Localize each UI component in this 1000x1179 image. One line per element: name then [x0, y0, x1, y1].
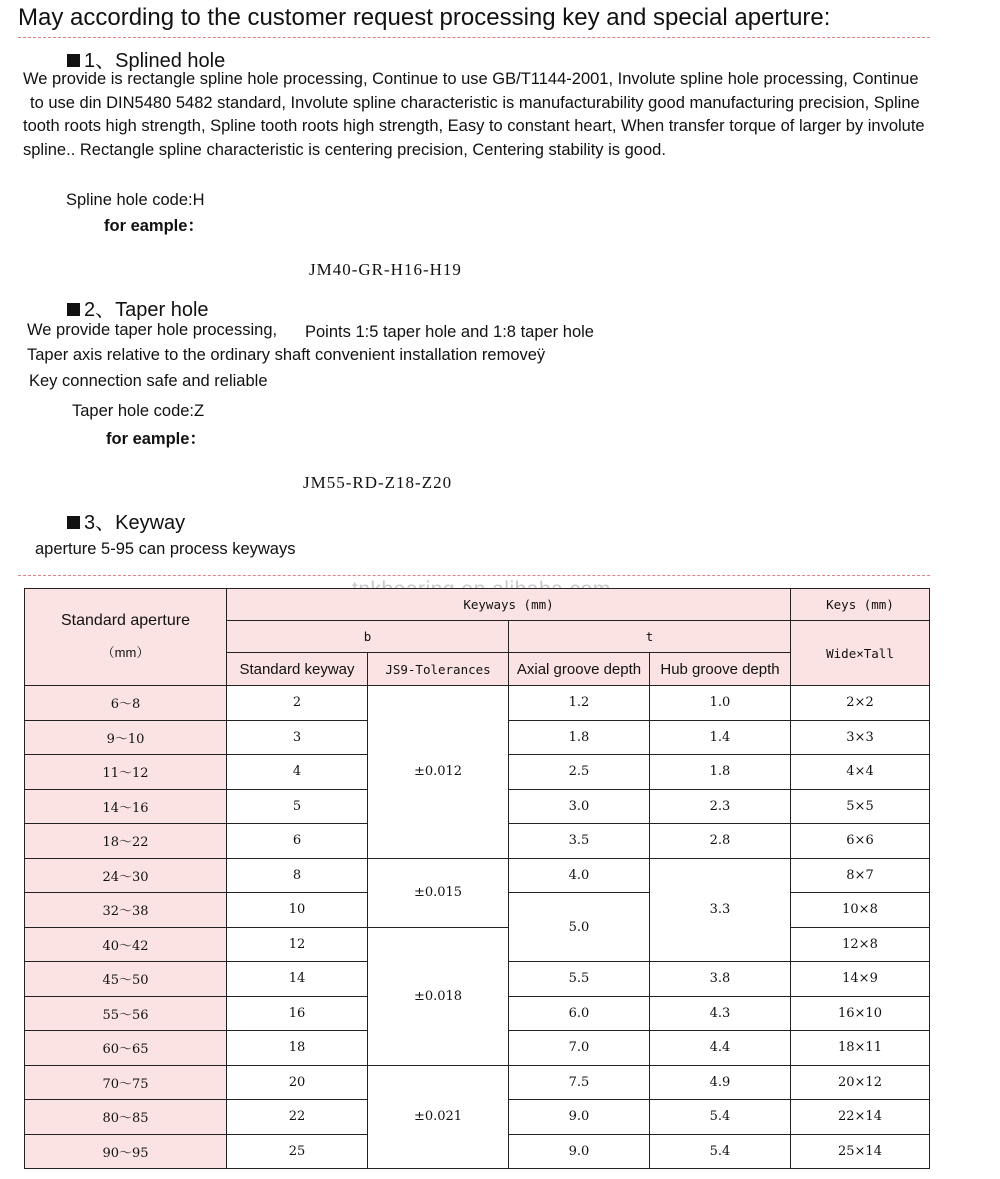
cell-axial: 2.5	[509, 755, 650, 790]
cell-key: 5×5	[791, 789, 930, 824]
cell-hub: 4.4	[650, 1031, 791, 1066]
spline-code-label: Spline hole code:H	[66, 191, 205, 209]
table-row	[25, 927, 930, 962]
cell-axial: 1.2	[509, 686, 650, 721]
section-heading-text: 1、Splined hole	[84, 50, 226, 72]
cell-keyway: 12	[227, 927, 368, 962]
cell-tolerance: ±0.018	[368, 927, 509, 1065]
taper-line-2: Taper axis relative to the ordinary shaft convenient installation removeÿ	[27, 346, 546, 364]
cell-keyway: 5	[227, 789, 368, 824]
cell-key: 3×3	[791, 720, 930, 755]
header-standard-keyway: Standard keyway	[227, 653, 368, 686]
cell-tolerance: ±0.012	[368, 686, 509, 859]
taper-line-1a: We provide taper hole processing,	[27, 321, 278, 339]
cell-keyway: 18	[227, 1031, 368, 1066]
cell-aperture: 14～16	[25, 789, 227, 824]
cell-hub: 1.0	[650, 686, 791, 721]
cell-key: 8×7	[791, 858, 930, 893]
cell-key: 2×2	[791, 686, 930, 721]
cell-keyway: 4	[227, 755, 368, 790]
cell-keyway: 2	[227, 686, 368, 721]
cell-tolerance: ±0.021	[368, 1065, 509, 1169]
divider-bottom	[18, 575, 930, 576]
cell-axial: 6.0	[509, 996, 650, 1031]
cell-aperture: 90～95	[25, 1134, 227, 1169]
cell-axial: 1.8	[509, 720, 650, 755]
cell-aperture: 24～30	[25, 858, 227, 893]
cell-aperture: 40～42	[25, 927, 227, 962]
cell-hub: 4.3	[650, 996, 791, 1031]
taper-example-label: for eample：	[106, 430, 206, 448]
cell-aperture: 32～38	[25, 893, 227, 928]
cell-keyway: 3	[227, 720, 368, 755]
cell-key: 12×8	[791, 927, 930, 962]
cell-axial: 3.0	[509, 789, 650, 824]
header-keyways: Keyways (mm)	[227, 589, 791, 621]
table-row	[25, 686, 930, 721]
header-b: b	[227, 621, 509, 653]
header-standard-aperture	[25, 589, 227, 686]
cell-keyway: 25	[227, 1134, 368, 1169]
cell-aperture: 6～8	[25, 686, 227, 721]
cell-key: 18×11	[791, 1031, 930, 1066]
header-axial-groove-depth: Axial groove depth	[509, 653, 650, 686]
header-hub-groove-depth: Hub groove depth	[650, 653, 791, 686]
cell-keyway: 6	[227, 824, 368, 859]
cell-key: 6×6	[791, 824, 930, 859]
paragraph-line: to use din DIN5480 5482 standard, Involute spline characteristic is manufacturability good manufacturing precision, Spline	[30, 93, 920, 112]
header-t: t	[509, 621, 791, 653]
cell-hub: 5.4	[650, 1134, 791, 1169]
cell-hub: 3.3	[650, 858, 791, 962]
spline-example-code: JM40-GR-H16-H19	[309, 260, 462, 279]
cell-hub: 1.4	[650, 720, 791, 755]
paragraph-line: tooth roots high strength, Spline tooth roots high strength, Easy to constant heart, When transfer torque of larger by involute	[23, 117, 925, 135]
cell-keyway: 20	[227, 1065, 368, 1100]
cell-axial: 9.0	[509, 1100, 650, 1135]
cell-keyway: 8	[227, 858, 368, 893]
paragraph-line: We provide is rectangle spline hole processing, Continue to use GB/T1144-2001, Involute spline hole processing, Continue	[23, 70, 919, 88]
cell-tolerance: ±0.015	[368, 858, 509, 927]
square-bullet-icon	[67, 516, 80, 529]
splined-hole-paragraph	[23, 68, 998, 162]
cell-key: 14×9	[791, 962, 930, 997]
cell-axial: 7.0	[509, 1031, 650, 1066]
section-heading-keyway	[67, 506, 185, 535]
cell-aperture: 60～65	[25, 1031, 227, 1066]
keyway-note: aperture 5-95 can process keyways	[35, 540, 296, 558]
cell-aperture: 18～22	[25, 824, 227, 859]
taper-line-1b: Points 1:5 taper hole and 1:8 taper hole	[305, 323, 594, 341]
cell-key: 4×4	[791, 755, 930, 790]
cell-aperture: 80～85	[25, 1100, 227, 1135]
taper-code-label: Taper hole code:Z	[72, 402, 205, 420]
header-aperture-unit: （mm）	[101, 645, 150, 660]
section-heading-text: 3、Keyway	[84, 512, 186, 534]
table-row	[25, 858, 930, 893]
cell-aperture: 70～75	[25, 1065, 227, 1100]
cell-axial: 5.0	[509, 893, 650, 962]
header-wide-tall: Wide×Tall	[791, 621, 930, 686]
cell-key: 20×12	[791, 1065, 930, 1100]
cell-keyway: 14	[227, 962, 368, 997]
cell-keyway: 22	[227, 1100, 368, 1135]
cell-key: 16×10	[791, 996, 930, 1031]
paragraph-line: spline.. Rectangle spline characteristic is centering precision, Centering stability is good.	[23, 140, 666, 159]
cell-axial: 4.0	[509, 858, 650, 893]
cell-hub: 3.8	[650, 962, 791, 997]
header-keys: Keys (mm)	[791, 589, 930, 621]
cell-hub: 2.3	[650, 789, 791, 824]
cell-hub: 5.4	[650, 1100, 791, 1135]
taper-line-3: Key connection safe and reliable	[29, 372, 268, 390]
taper-example-code: JM55-RD-Z18-Z20	[303, 473, 453, 492]
cell-aperture: 55～56	[25, 996, 227, 1031]
cell-aperture: 9～10	[25, 720, 227, 755]
cell-axial: 5.5	[509, 962, 650, 997]
table-row	[25, 1065, 930, 1100]
cell-axial: 9.0	[509, 1134, 650, 1169]
cell-aperture: 45～50	[25, 962, 227, 997]
header-standard-aperture-text: Standard aperture	[61, 612, 190, 629]
section-heading-text: 2、Taper hole	[84, 299, 209, 321]
cell-key: 22×14	[791, 1100, 930, 1135]
spline-example-label: for eample：	[104, 217, 204, 235]
cell-axial: 3.5	[509, 824, 650, 859]
section-heading-taper-hole	[67, 293, 209, 322]
cell-axial: 7.5	[509, 1065, 650, 1100]
cell-hub: 2.8	[650, 824, 791, 859]
square-bullet-icon	[67, 303, 80, 316]
header-js9-tolerances: JS9-Tolerances	[368, 653, 509, 686]
cell-key: 10×8	[791, 893, 930, 928]
cell-keyway: 16	[227, 996, 368, 1031]
keyway-table	[24, 588, 930, 1169]
square-bullet-icon	[67, 54, 80, 67]
cell-hub: 4.9	[650, 1065, 791, 1100]
divider-top	[18, 37, 930, 38]
cell-keyway: 10	[227, 893, 368, 928]
cell-aperture: 11～12	[25, 755, 227, 790]
cell-key: 25×14	[791, 1134, 930, 1169]
cell-hub: 1.8	[650, 755, 791, 790]
page-title: May according to the customer request processing key and special aperture:	[18, 4, 831, 31]
